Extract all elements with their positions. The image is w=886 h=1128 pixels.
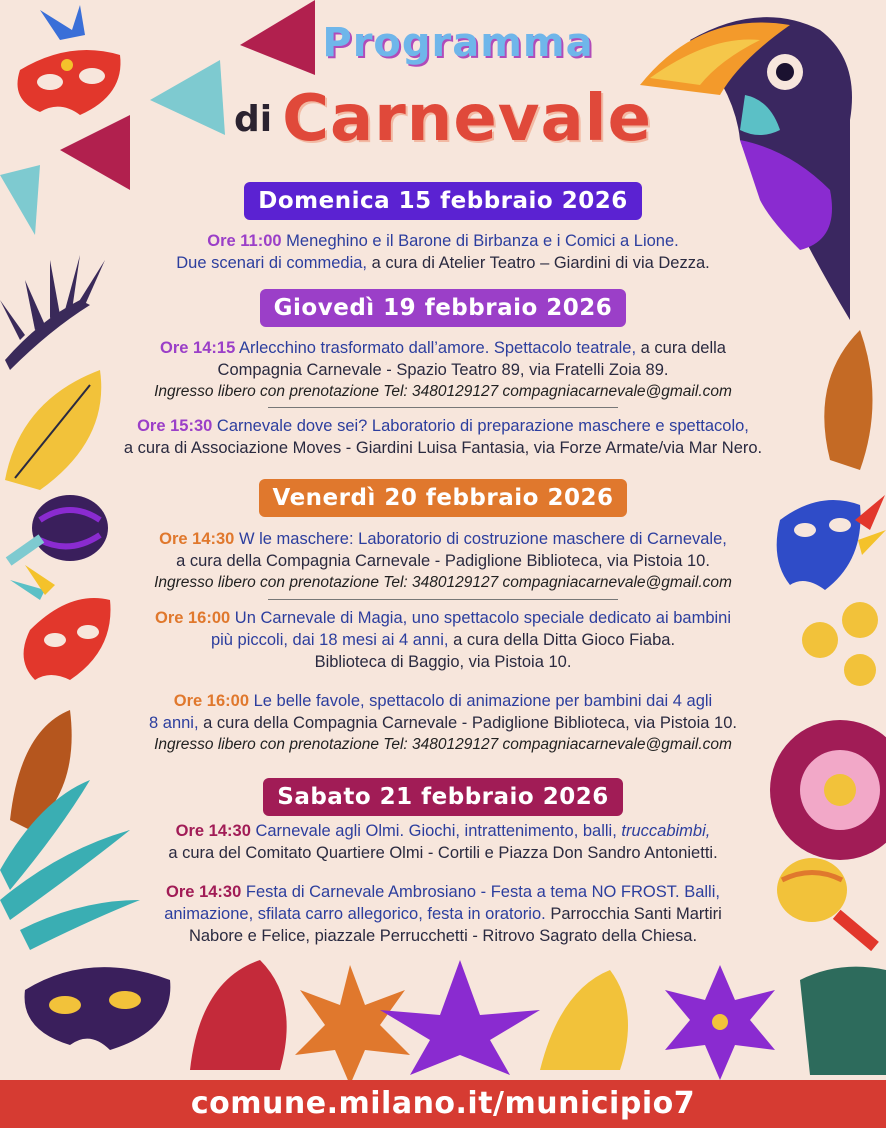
event-booking-note: Ingresso libero con prenotazione Tel: 3480129127 compagniacarnevale@gmail.com bbox=[154, 574, 732, 591]
event-time: Ore 14:30 bbox=[175, 822, 251, 840]
separator bbox=[268, 599, 618, 600]
event-item bbox=[90, 415, 796, 459]
title-programma: Programma bbox=[322, 20, 594, 66]
event-item bbox=[90, 230, 796, 274]
event-line bbox=[90, 690, 796, 712]
event-organizer: a cura di Associazione Moves - Giardini Luisa Fantasia, via Forze Armate/via Mar Nero. bbox=[123, 439, 763, 457]
event-title: Un Carnevale di Magia, uno spettacolo speciale dedicato ai bambini bbox=[234, 609, 732, 627]
title-di: di bbox=[233, 98, 273, 140]
event-item bbox=[90, 820, 796, 864]
event-line bbox=[90, 252, 796, 274]
yellow-flower-right-icon bbox=[802, 602, 878, 686]
event-booking-note: Ingresso libero con prenotazione Tel: 3480129127 compagniacarnevale@gmail.com bbox=[154, 736, 732, 753]
event-venue: Biblioteca di Baggio, via Pistoia 10. bbox=[314, 653, 572, 671]
day-badge: Giovedì 19 febbraio 2026 bbox=[260, 289, 627, 327]
event-item bbox=[90, 337, 796, 403]
event-time: Ore 16:00 bbox=[154, 609, 231, 627]
event-title-cont: 8 anni, bbox=[149, 714, 199, 732]
event-time: Ore 16:00 bbox=[173, 692, 249, 710]
day-heading-friday bbox=[0, 479, 886, 517]
orange-star-flower-icon bbox=[295, 965, 410, 1085]
event-line bbox=[90, 415, 796, 437]
event-organizer: a cura del Comitato Quartiere Olmi - Cortili e Piazza Don Sandro Antonietti. bbox=[168, 844, 718, 862]
event-time: Ore 15:30 bbox=[137, 417, 213, 435]
event-title-italic: truccabimbi, bbox=[621, 822, 711, 840]
event-title-cont: più piccoli, dai 18 mesi ai 4 anni, bbox=[210, 631, 449, 649]
event-line bbox=[90, 337, 796, 359]
event-desc: Due scenari di commedia, bbox=[176, 254, 368, 272]
event-title: Festa di Carnevale Ambrosiano - Festa a tema NO FROST. Balli, bbox=[245, 883, 720, 901]
event-time: Ore 14:15 bbox=[160, 339, 236, 357]
red-leaf-bottom-icon bbox=[190, 960, 287, 1070]
event-time: Ore 14:30 bbox=[166, 883, 242, 901]
event-organizer: a cura della Compagnia Carnevale - Padiglione Biblioteca, via Pistoia 10. bbox=[203, 714, 737, 732]
event-title: Carnevale agli Olmi. Giochi, intrattenimento, balli, bbox=[255, 822, 617, 840]
day-heading-saturday bbox=[0, 778, 886, 816]
separator bbox=[268, 407, 618, 408]
event-line bbox=[90, 712, 796, 734]
event-organizer: a cura della bbox=[640, 339, 726, 357]
brown-leaf-right-icon bbox=[824, 330, 872, 470]
event-booking-note: Ingresso libero con prenotazione Tel: 3480129127 compagniacarnevale@gmail.com bbox=[154, 383, 732, 400]
event-item bbox=[90, 528, 796, 594]
event-line bbox=[90, 903, 796, 925]
event-line bbox=[90, 820, 796, 842]
title-carnevale-word: Carnevale bbox=[282, 82, 653, 156]
event-title: Le belle favole, spettacolo di animazione per bambini dai 4 agli bbox=[253, 692, 713, 710]
footer-url-link[interactable]: comune.milano.it/municipio7 bbox=[190, 1086, 696, 1121]
event-line bbox=[90, 230, 796, 252]
title-carnevale bbox=[0, 82, 886, 156]
footer-bar bbox=[0, 1080, 886, 1128]
event-line bbox=[90, 528, 796, 550]
event-item bbox=[90, 607, 796, 673]
event-line bbox=[90, 881, 796, 903]
day-heading-thursday bbox=[0, 289, 886, 327]
yellow-fan-leaf-icon bbox=[540, 970, 628, 1070]
day-badge: Venerdì 20 febbraio 2026 bbox=[259, 479, 628, 517]
event-organizer: Parrocchia Santi Martiri bbox=[550, 905, 722, 923]
event-venue: Compagnia Carnevale - Spazio Teatro 89, via Fratelli Zoia 89. bbox=[217, 361, 669, 379]
day-badge: Domenica 15 febbraio 2026 bbox=[244, 182, 642, 220]
mask-bottom-left-icon bbox=[25, 967, 171, 1050]
event-item bbox=[90, 690, 796, 756]
event-line bbox=[90, 607, 796, 629]
event-venue: Nabore e Felice, piazzale Perrucchetti - Ritrovo Sagrato della Chiesa. bbox=[188, 927, 698, 945]
event-line bbox=[90, 629, 796, 651]
purple-lily-flower-icon bbox=[380, 960, 540, 1075]
purple-star-flower-icon bbox=[665, 965, 775, 1080]
day-badge: Sabato 21 febbraio 2026 bbox=[263, 778, 623, 816]
event-title: W le maschere: Laboratorio di costruzione maschere di Carnevale, bbox=[238, 530, 727, 548]
event-title-cont: animazione, sfilata carro allegorico, festa in oratorio. bbox=[164, 905, 546, 923]
event-item bbox=[90, 881, 796, 947]
event-title: Meneghino e il Barone di Birbanza e i Comici a Lione. bbox=[286, 232, 679, 250]
event-organizer: a cura di Atelier Teatro – Giardini di via Dezza. bbox=[371, 254, 710, 272]
event-title: Carnevale dove sei? Laboratorio di preparazione maschere e spettacolo, bbox=[216, 417, 749, 435]
event-organizer: a cura della Ditta Gioco Fiaba. bbox=[453, 631, 676, 649]
event-time: Ore 14:30 bbox=[159, 530, 235, 548]
event-title: Arlecchino trasformato dall’amore. Spettacolo teatrale, bbox=[238, 339, 637, 357]
drum-right-icon bbox=[800, 967, 886, 1075]
event-time: Ore 11:00 bbox=[207, 232, 282, 250]
day-heading-sunday bbox=[0, 182, 886, 220]
event-organizer: a cura della Compagnia Carnevale - Padiglione Biblioteca, via Pistoia 10. bbox=[176, 552, 710, 570]
